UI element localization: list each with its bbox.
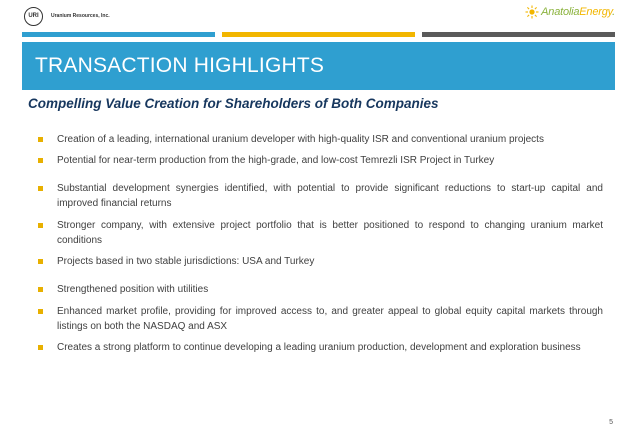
bullet-item [38,254,603,269]
bullet-item [38,181,603,211]
square-bullet-icon [38,259,43,264]
square-bullet-icon [38,186,43,191]
bullet-text: Creates a strong platform to continue developing a leading uranium production, development and exploration business [57,342,581,353]
bullet-text: Enhanced market profile, providing for improved access to, and greater appeal to global equity capital markets through listings on both the NASDAQ and ASX [57,306,603,332]
anatolia-energy-wordmark [541,6,615,18]
bullet-item [38,218,603,248]
square-bullet-icon [38,309,43,314]
bullet-text: Projects based in two stable jurisdictions: USA and Turkey [57,256,315,267]
bullet-text: Creation of a leading, international uranium developer with high-quality ISR and conventional uranium projects [57,134,544,145]
uri-logo-text: Uranium Resources, Inc. [51,13,110,19]
slide-title: TRANSACTION HIGHLIGHTS [35,54,325,77]
square-bullet-icon [38,345,43,350]
bullet-text: Substantial development synergies identified, with potential to provide significant reductions to start-up capital and improved financial returns [57,183,603,209]
header-stripe-gray [422,32,615,37]
square-bullet-icon [38,287,43,292]
energy-word: Energy [579,6,613,18]
uri-logo [24,5,110,27]
page-number: 5 [609,419,613,426]
logo-period: . [612,6,615,18]
square-bullet-icon [38,137,43,142]
bullet-item [38,340,603,355]
header-stripe-gold [222,32,415,37]
bullet-item [38,282,603,297]
uri-logo-mark: URI [24,7,43,26]
anatolia-word: Anatolia [541,6,580,18]
bullet-text: Strengthened position with utilities [57,284,209,295]
square-bullet-icon [38,223,43,228]
bullet-item [38,132,603,147]
slide-subtitle: Compelling Value Creation for Shareholders of Both Companies [28,96,439,111]
header-stripe-blue [22,32,215,37]
bullet-item [38,304,603,334]
bullet-text: Stronger company, with extensive project portfolio that is better positioned to respond to changing uranium market conditions [57,220,603,246]
anatolia-energy-logo [525,5,615,19]
bullet-item [38,153,603,168]
bullet-text: Potential for near-term production from the high-grade, and low-cost Temrezli ISR Project in Turkey [57,155,495,166]
square-bullet-icon [38,158,43,163]
sun-icon [525,5,539,19]
bullet-list [38,132,603,361]
title-band [22,42,615,90]
